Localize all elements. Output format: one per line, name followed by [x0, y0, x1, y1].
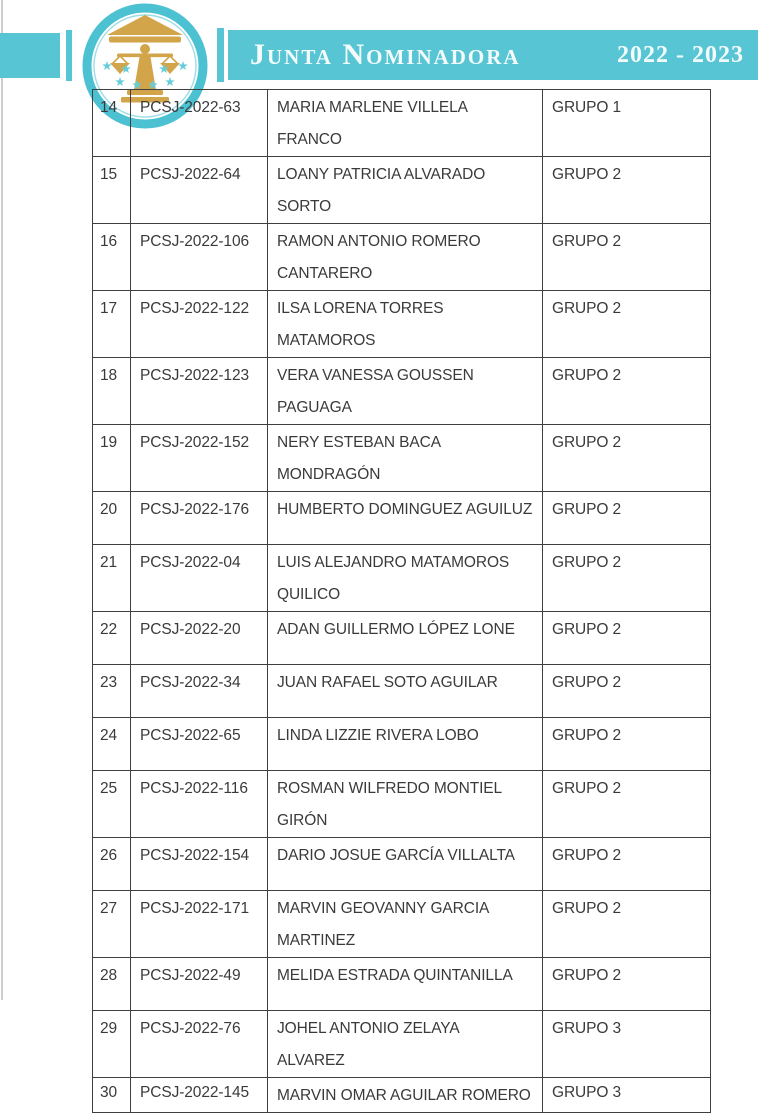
name-cell	[268, 771, 543, 838]
name-line: ILSA LORENA TORRES	[277, 300, 444, 317]
row-number-cell: 28	[93, 958, 131, 1011]
group-cell: GRUPO 2	[543, 718, 711, 771]
row-number-cell: 26	[93, 838, 131, 891]
row-number-cell: 24	[93, 718, 131, 771]
name-line: MARVIN GEOVANNY GARCIA	[277, 900, 490, 917]
group-cell: GRUPO 2	[543, 224, 711, 291]
row-number-cell: 14	[93, 90, 131, 157]
name-cell	[268, 291, 543, 358]
name-cell	[268, 492, 543, 545]
row-number-cell: 27	[93, 891, 131, 958]
name-cell	[268, 838, 543, 891]
row-number-cell: 18	[93, 358, 131, 425]
table-row	[93, 358, 711, 425]
group-cell: GRUPO 2	[543, 358, 711, 425]
name-cell	[268, 545, 543, 612]
name-cell	[268, 425, 543, 492]
name-line: LINDA LIZZIE RIVERA LOBO	[277, 727, 479, 744]
code-cell: PCSJ-2022-106	[131, 224, 268, 291]
table-body	[93, 90, 711, 1113]
name-line: HUMBERTO DOMINGUEZ AGUILUZ	[277, 501, 533, 518]
name-line: VERA VANESSA GOUSSEN	[277, 367, 474, 384]
table-row	[93, 958, 711, 1011]
table-row	[93, 492, 711, 545]
row-number-cell: 23	[93, 665, 131, 718]
row-number-cell: 25	[93, 771, 131, 838]
group-cell: GRUPO 1	[543, 90, 711, 157]
table-row	[93, 612, 711, 665]
code-cell: PCSJ-2022-171	[131, 891, 268, 958]
code-cell: PCSJ-2022-152	[131, 425, 268, 492]
name-line: CANTARERO	[277, 265, 373, 282]
name-line: MONDRAGÓN	[277, 466, 381, 483]
group-cell: GRUPO 2	[543, 665, 711, 718]
name-line: ROSMAN WILFREDO MONTIEL	[277, 780, 503, 797]
banner-left-block	[0, 33, 60, 78]
table-row	[93, 157, 711, 224]
name-line: MATAMOROS	[277, 332, 376, 349]
group-cell: GRUPO 2	[543, 157, 711, 224]
name-line: MARVIN OMAR AGUILAR ROMERO	[277, 1087, 531, 1104]
table-row	[93, 545, 711, 612]
name-cell	[268, 665, 543, 718]
candidates-table	[92, 89, 711, 1113]
row-number-cell: 21	[93, 545, 131, 612]
code-cell: PCSJ-2022-20	[131, 612, 268, 665]
row-number-cell: 15	[93, 157, 131, 224]
name-line: GIRÓN	[277, 812, 328, 829]
page-title: Junta Nominadora	[250, 38, 521, 71]
name-line: ALVAREZ	[277, 1052, 345, 1069]
name-line: QUILICO	[277, 586, 341, 603]
group-cell: GRUPO 2	[543, 891, 711, 958]
code-cell: PCSJ-2022-123	[131, 358, 268, 425]
name-line: ADAN GUILLERMO LÓPEZ LONE	[277, 621, 515, 638]
name-cell	[268, 1078, 543, 1113]
name-line: NERY ESTEBAN BACA	[277, 434, 441, 451]
table-row	[93, 665, 711, 718]
code-cell: PCSJ-2022-116	[131, 771, 268, 838]
name-cell	[268, 157, 543, 224]
table-row	[93, 718, 711, 771]
group-cell: GRUPO 2	[543, 838, 711, 891]
banner-main	[228, 30, 758, 80]
name-cell	[268, 958, 543, 1011]
period-label: 2022 - 2023	[617, 41, 744, 68]
code-cell: PCSJ-2022-34	[131, 665, 268, 718]
code-cell: PCSJ-2022-49	[131, 958, 268, 1011]
table-row	[93, 771, 711, 838]
table-row	[93, 90, 711, 157]
table-row	[93, 425, 711, 492]
group-cell: GRUPO 2	[543, 492, 711, 545]
name-line: MARTINEZ	[277, 932, 356, 949]
name-line: MELIDA ESTRADA QUINTANILLA	[277, 967, 513, 984]
row-number-cell: 22	[93, 612, 131, 665]
name-cell	[268, 1011, 543, 1078]
name-line: DARIO JOSUE GARCÍA VILLALTA	[277, 847, 515, 864]
row-number-cell: 30	[93, 1078, 131, 1113]
name-cell	[268, 718, 543, 771]
name-line: JUAN RAFAEL SOTO AGUILAR	[277, 674, 498, 691]
row-number-cell: 20	[93, 492, 131, 545]
group-cell: GRUPO 2	[543, 612, 711, 665]
name-cell	[268, 224, 543, 291]
name-line: MARIA MARLENE VILLELA	[277, 99, 468, 116]
table-row	[93, 838, 711, 891]
table-row	[93, 224, 711, 291]
name-line: SORTO	[277, 198, 332, 215]
name-cell	[268, 891, 543, 958]
group-cell: GRUPO 2	[543, 425, 711, 492]
row-number-cell: 16	[93, 224, 131, 291]
code-cell: PCSJ-2022-64	[131, 157, 268, 224]
group-cell: GRUPO 2	[543, 958, 711, 1011]
group-cell: GRUPO 2	[543, 545, 711, 612]
row-number-cell: 19	[93, 425, 131, 492]
name-line: JOHEL ANTONIO ZELAYA	[277, 1020, 460, 1037]
code-cell: PCSJ-2022-145	[131, 1078, 268, 1113]
banner-right-stripe	[217, 28, 224, 82]
code-cell: PCSJ-2022-154	[131, 838, 268, 891]
group-cell: GRUPO 2	[543, 771, 711, 838]
table-row	[93, 1011, 711, 1078]
banner-left-stripe	[66, 30, 72, 81]
code-cell: PCSJ-2022-76	[131, 1011, 268, 1078]
group-cell: GRUPO 3	[543, 1078, 711, 1113]
name-line: FRANCO	[277, 131, 342, 148]
name-line: LUIS ALEJANDRO MATAMOROS	[277, 554, 510, 571]
name-cell	[268, 90, 543, 157]
name-cell	[268, 612, 543, 665]
name-line: RAMON ANTONIO ROMERO	[277, 233, 481, 250]
code-cell: PCSJ-2022-63	[131, 90, 268, 157]
code-cell: PCSJ-2022-176	[131, 492, 268, 545]
name-cell	[268, 358, 543, 425]
group-cell: GRUPO 2	[543, 291, 711, 358]
row-number-cell: 17	[93, 291, 131, 358]
table-row	[93, 291, 711, 358]
table-row	[93, 891, 711, 958]
name-line: PAGUAGA	[277, 399, 352, 416]
name-line: LOANY PATRICIA ALVARADO	[277, 166, 486, 183]
group-cell: GRUPO 3	[543, 1011, 711, 1078]
code-cell: PCSJ-2022-65	[131, 718, 268, 771]
code-cell: PCSJ-2022-122	[131, 291, 268, 358]
code-cell: PCSJ-2022-04	[131, 545, 268, 612]
row-number-cell: 29	[93, 1011, 131, 1078]
table-row	[93, 1078, 711, 1113]
scan-edge-artifact	[1, 0, 3, 1000]
